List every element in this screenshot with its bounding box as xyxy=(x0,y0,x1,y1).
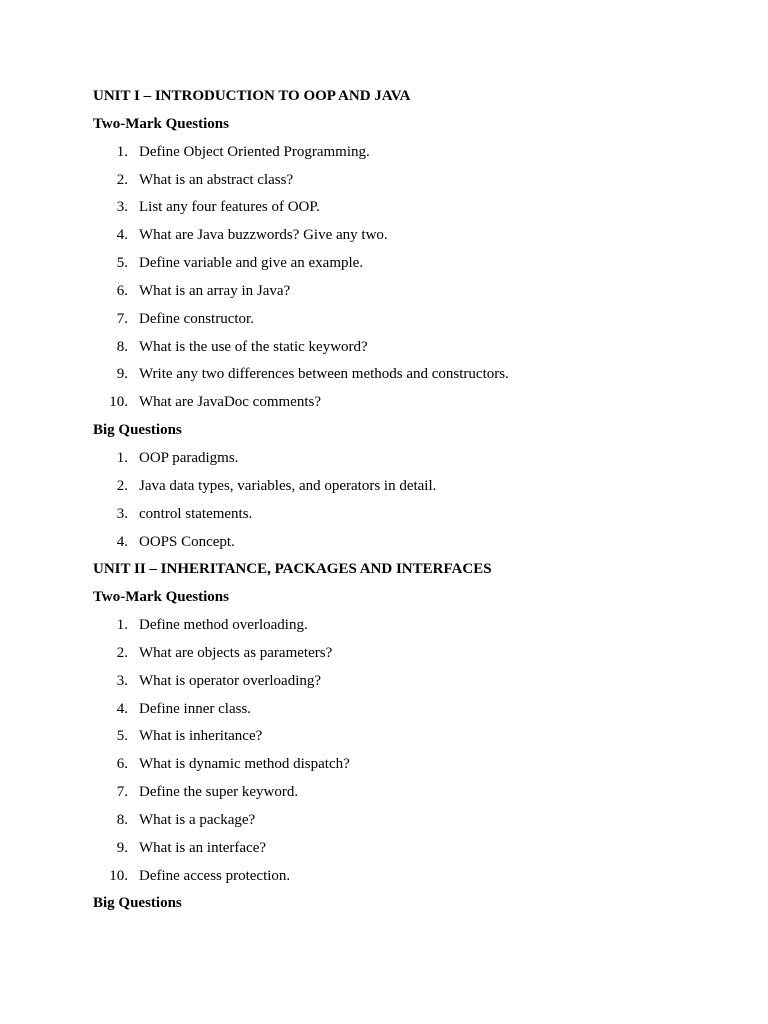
question-text: Define Object Oriented Programming. xyxy=(139,143,370,160)
question-text: What are Java buzzwords? Give any two. xyxy=(139,227,388,244)
question-number: 3. xyxy=(116,199,128,216)
question-item xyxy=(93,336,713,364)
question-number: 6. xyxy=(116,756,128,773)
question-item xyxy=(93,809,713,837)
question-text: Write any two differences between methods and constructors. xyxy=(139,366,509,383)
question-text: What is dynamic method dispatch? xyxy=(139,756,350,773)
question-number: 2. xyxy=(116,477,128,494)
document-page xyxy=(93,85,713,920)
question-item xyxy=(93,698,713,726)
question-text: Java data types, variables, and operators in detail. xyxy=(139,477,437,494)
question-number: 2. xyxy=(116,171,128,188)
question-item xyxy=(93,642,713,670)
question-item xyxy=(93,614,713,642)
question-number: 8. xyxy=(116,338,128,355)
question-number: 3. xyxy=(116,505,128,522)
question-number: 5. xyxy=(116,728,128,745)
section-heading: Two-Mark Questions xyxy=(93,589,229,606)
question-number: 1. xyxy=(116,449,128,466)
question-number: 4. xyxy=(116,227,128,244)
question-number: 4. xyxy=(116,533,128,550)
unit-title: UNIT II – INHERITANCE, PACKAGES AND INTERFACES xyxy=(93,561,492,578)
question-number: 10. xyxy=(109,867,128,884)
question-text: Define method overloading. xyxy=(139,617,308,634)
question-number: 1. xyxy=(116,617,128,634)
section-heading: Big Questions xyxy=(93,895,182,912)
question-number: 7. xyxy=(116,310,128,327)
question-number: 5. xyxy=(116,255,128,272)
question-number: 9. xyxy=(116,839,128,856)
question-item xyxy=(93,141,713,169)
question-text: Define the super keyword. xyxy=(139,784,299,801)
question-item xyxy=(93,308,713,336)
question-text: What is an array in Java? xyxy=(139,282,291,299)
question-number: 10. xyxy=(109,394,128,411)
question-item xyxy=(93,224,713,252)
question-text: What is an interface? xyxy=(139,839,267,856)
question-item xyxy=(93,363,713,391)
question-text: What are objects as parameters? xyxy=(139,644,333,661)
section-heading: Two-Mark Questions xyxy=(93,115,229,132)
question-number: 4. xyxy=(116,700,128,717)
question-number: 6. xyxy=(116,282,128,299)
question-text: control statements. xyxy=(139,505,253,522)
question-item xyxy=(93,837,713,865)
question-item xyxy=(93,196,713,224)
question-text: Define access protection. xyxy=(139,867,291,884)
question-text: What is the use of the static keyword? xyxy=(139,338,368,355)
question-item xyxy=(93,503,713,531)
question-text: Define inner class. xyxy=(139,700,252,717)
question-number: 8. xyxy=(116,811,128,828)
question-item xyxy=(93,391,713,419)
unit-title: UNIT I – INTRODUCTION TO OOP AND JAVA xyxy=(93,88,411,104)
question-text: OOPS Concept. xyxy=(139,533,235,550)
question-number: 1. xyxy=(116,143,128,160)
question-item xyxy=(93,280,713,308)
question-text: What are JavaDoc comments? xyxy=(139,394,321,411)
question-item xyxy=(93,781,713,809)
question-text: List any four features of OOP. xyxy=(139,199,320,216)
question-number: 7. xyxy=(116,784,128,801)
question-number: 3. xyxy=(116,672,128,689)
question-text: Define variable and give an example. xyxy=(139,255,364,272)
question-text: OOP paradigms. xyxy=(139,449,239,466)
question-item xyxy=(93,725,713,753)
question-item xyxy=(93,531,713,559)
question-text: What is a package? xyxy=(139,811,256,828)
question-item xyxy=(93,670,713,698)
question-text: What is inheritance? xyxy=(139,728,263,745)
question-item xyxy=(93,865,713,893)
question-number: 9. xyxy=(116,366,128,383)
question-number: 2. xyxy=(116,644,128,661)
question-item xyxy=(93,169,713,197)
question-item xyxy=(93,252,713,280)
question-item xyxy=(93,753,713,781)
question-item xyxy=(93,447,713,475)
section-heading: Big Questions xyxy=(93,422,182,439)
question-text: What is an abstract class? xyxy=(139,171,294,188)
question-item xyxy=(93,475,713,503)
question-text: Define constructor. xyxy=(139,310,254,327)
question-text: What is operator overloading? xyxy=(139,672,322,689)
